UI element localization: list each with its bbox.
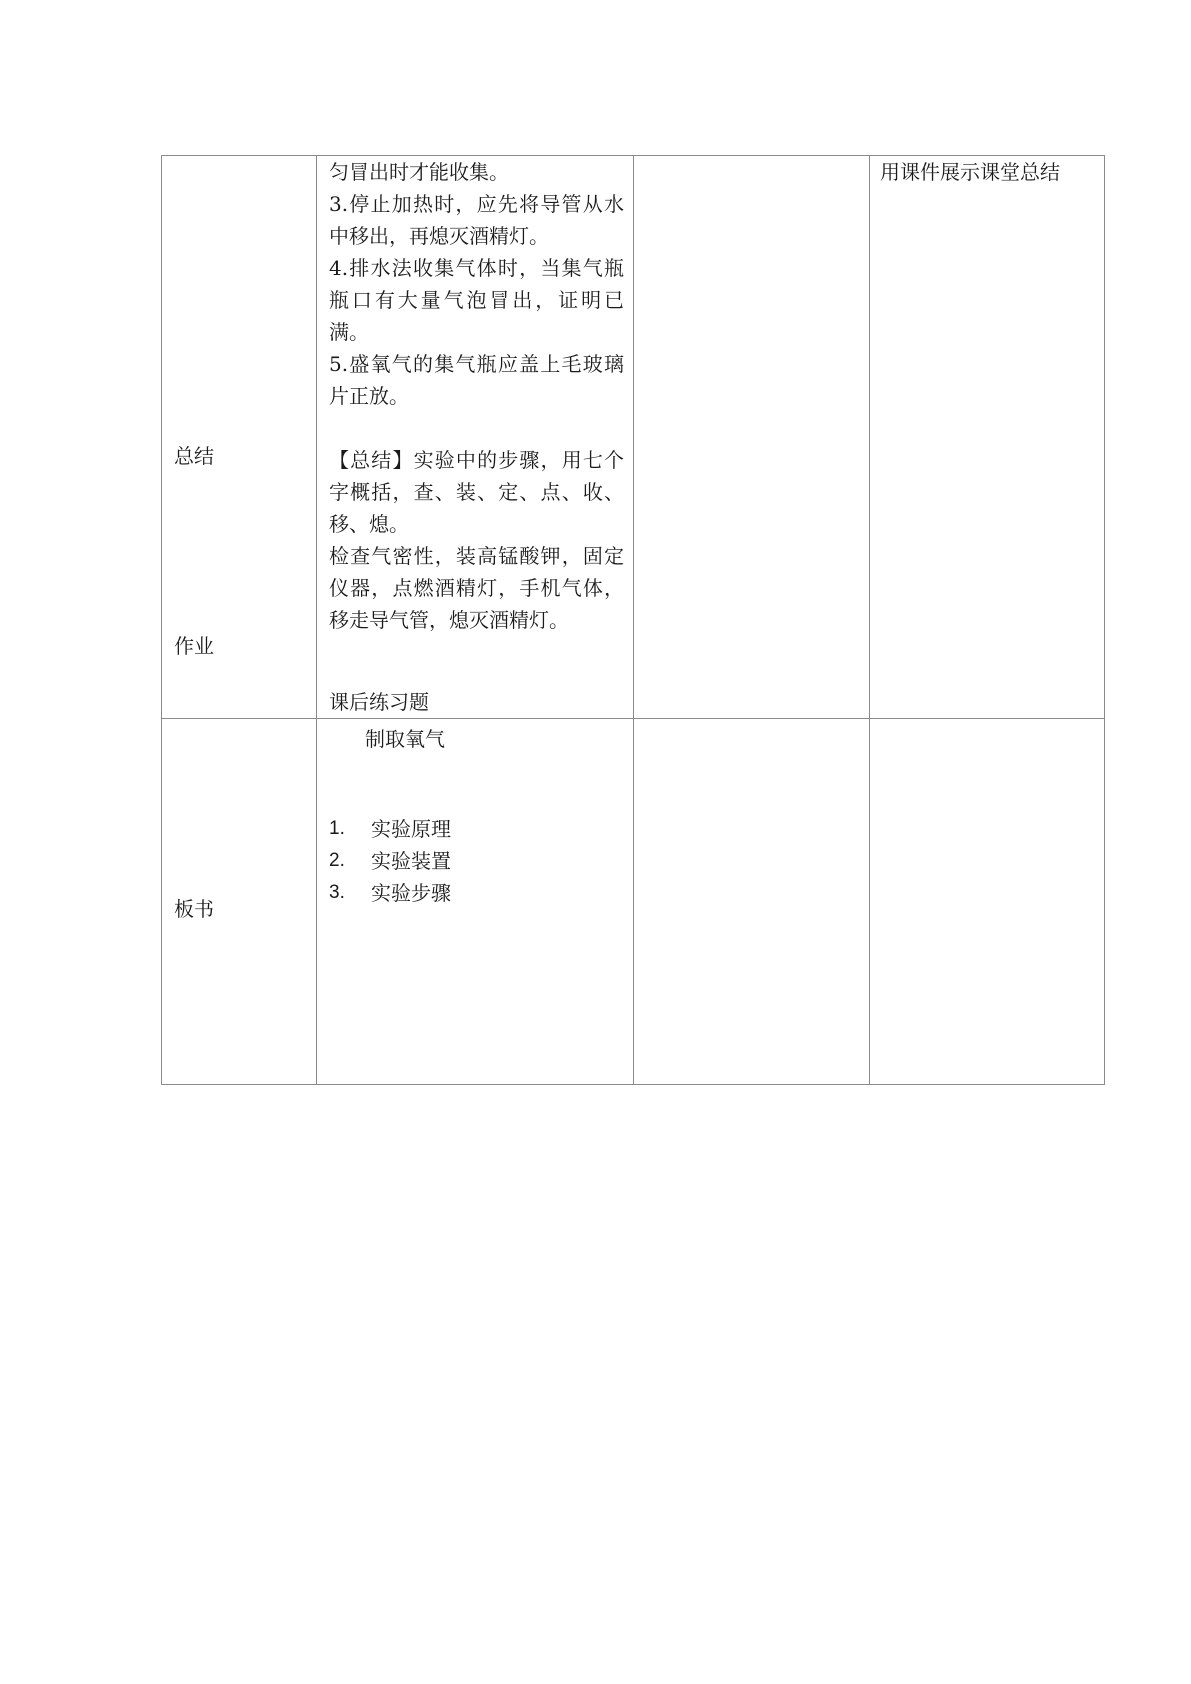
list-item-number: 1. bbox=[329, 818, 345, 839]
list-item-number: 3. bbox=[329, 882, 345, 903]
student-activity-cell bbox=[634, 156, 870, 719]
design-intent-cell bbox=[870, 156, 1105, 719]
stage-label-homework: 作业 bbox=[174, 634, 214, 658]
list-item-text: 实验装置 bbox=[371, 849, 451, 873]
list-item-text: 实验步骤 bbox=[371, 881, 451, 905]
stage-label-summary: 总结 bbox=[174, 444, 214, 468]
design-intent-cell bbox=[870, 719, 1105, 1085]
table-row-summary bbox=[162, 156, 1105, 719]
stage-cell bbox=[162, 719, 317, 1085]
homework-text: 课后练习题 bbox=[329, 690, 429, 714]
student-activity-cell bbox=[634, 719, 870, 1085]
list-item bbox=[329, 877, 451, 909]
summary-paragraph: 【总结】实验中的步骤，用七个字概括，查、装、定、点、收、移、熄。 bbox=[329, 448, 624, 536]
content-paragraph: 匀冒出时才能收集。 bbox=[329, 160, 509, 184]
content-paragraph: 4.排水法收集气体时，当集气瓶瓶口有大量气泡冒出，证明已满。 bbox=[329, 256, 624, 344]
content-paragraph: 5.盛氧气的集气瓶应盖上毛玻璃片正放。 bbox=[329, 352, 624, 408]
list-item-number: 2. bbox=[329, 850, 345, 871]
board-list bbox=[329, 813, 451, 909]
list-item bbox=[329, 813, 451, 845]
design-intent-text: 用课件展示课堂总结 bbox=[880, 160, 1060, 184]
content-paragraph: 3.停止加热时，应先将导管从水中移出，再熄灭酒精灯。 bbox=[329, 192, 624, 248]
stage-cell bbox=[162, 156, 317, 719]
stage-label-board: 板书 bbox=[174, 897, 214, 921]
board-title: 制取氧气 bbox=[365, 727, 445, 751]
teaching-content-cell bbox=[317, 156, 634, 719]
list-item bbox=[329, 845, 451, 877]
lesson-plan-table bbox=[161, 155, 1105, 1085]
board-content-cell bbox=[317, 719, 634, 1085]
table-row-board bbox=[162, 719, 1105, 1085]
summary-paragraph: 检查气密性，装高锰酸钾，固定仪器，点燃酒精灯，手机气体，移走导气管，熄灭酒精灯。 bbox=[329, 544, 624, 632]
list-item-text: 实验原理 bbox=[371, 817, 451, 841]
